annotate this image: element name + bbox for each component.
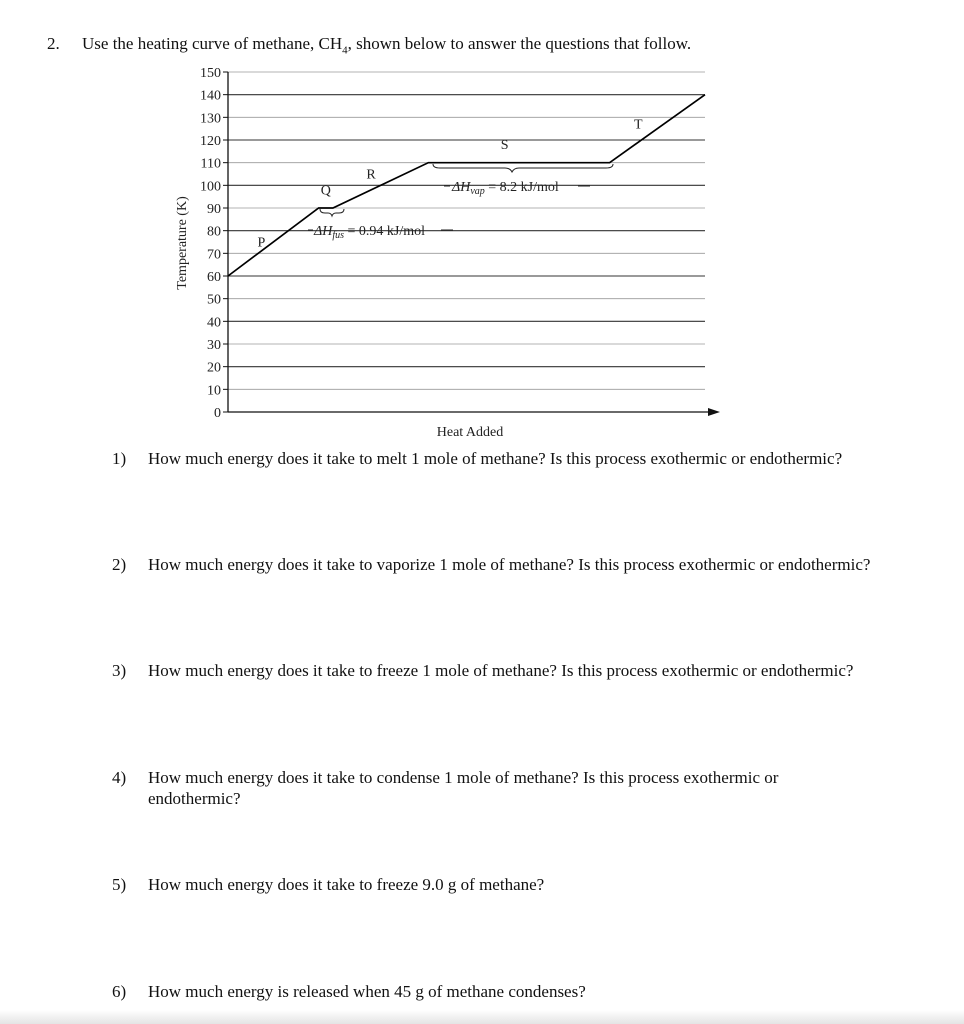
sub-question-text: How much energy does it take to melt 1 mole of methane? Is this process exothermic or endothermic?	[148, 449, 843, 468]
sub-question-text: How much energy does it take to freeze 1 mole of methane? Is this process exothermic or endothermic?	[148, 661, 854, 680]
stem-subscript: 4	[342, 44, 348, 57]
y-axis-ticks	[200, 66, 228, 421]
vaporization-subscript: vap	[470, 186, 485, 197]
fusion-subscript: fus	[332, 230, 344, 241]
y-tick-label: 0	[214, 406, 221, 421]
fusion-delta-h: ΔH	[314, 224, 333, 239]
fusion-brace	[320, 209, 344, 216]
sub-question-1	[112, 448, 872, 469]
y-tick-label: 100	[200, 179, 221, 195]
vaporization-brace	[433, 164, 613, 172]
y-tick-label: 50	[207, 292, 221, 308]
y-tick-label: 10	[207, 383, 221, 399]
y-tick-label: 140	[200, 88, 221, 104]
y-tick-label: 80	[207, 224, 221, 240]
fusion-value: = 0.94 kJ/mol	[344, 224, 426, 239]
sub-question-text: How much energy does it take to freeze 9.0 g of methane?	[148, 875, 545, 894]
y-tick-label: 150	[200, 66, 221, 81]
sub-question-2	[112, 554, 872, 575]
sub-question-3	[112, 660, 872, 681]
segment-label-t: T	[633, 117, 643, 133]
vaporization-annotation	[433, 164, 613, 197]
y-axis-label: Temperature (K)	[175, 196, 190, 290]
y-tick-label: 40	[207, 315, 221, 331]
y-tick-label: 60	[207, 270, 221, 285]
sub-question-text: How much energy does it take to condense 1 mole of methane? Is this process exothermic or endothermic?	[148, 768, 779, 808]
sub-question-number: 5)	[112, 875, 127, 894]
vaporization-delta-h: ΔH	[452, 180, 471, 195]
sub-question-number: 4)	[112, 768, 127, 787]
sub-question-text: How much energy is released when 45 g of methane condenses?	[148, 982, 586, 1001]
fusion-label	[313, 224, 425, 241]
sub-question-number: 3)	[112, 661, 127, 680]
segment-label-p: P	[257, 235, 266, 251]
heating-curve-chart	[0, 0, 964, 450]
sub-question-text: How much energy does it take to vaporize 1 mole of methane? Is this process exothermic or endothermic?	[148, 555, 871, 574]
y-tick-label: 90	[207, 202, 221, 217]
segment-label-r: R	[366, 167, 376, 183]
y-tick-label: 70	[207, 247, 221, 263]
question-number: 2.	[47, 34, 60, 53]
sub-question-number: 2)	[112, 555, 127, 574]
y-tick-label: 20	[207, 360, 221, 376]
x-axis-label: Heat Added	[436, 425, 504, 440]
y-tick-label: 110	[200, 156, 221, 172]
sub-question-number: 6)	[112, 982, 127, 1001]
segment-label-s: S	[500, 138, 509, 154]
segment-label-q: Q	[320, 183, 331, 199]
sub-question-number: 1)	[112, 449, 127, 468]
x-axis-arrowhead	[708, 408, 720, 416]
y-tick-label: 30	[207, 338, 221, 353]
y-tick-label: 120	[200, 134, 221, 149]
y-tick-label: 130	[200, 111, 221, 127]
page-bottom-shadow	[0, 1010, 964, 1024]
sub-question-4	[112, 767, 872, 809]
vaporization-value: = 8.2 kJ/mol	[484, 180, 559, 195]
stem-suffix: , shown below to answer the questions that follow.	[347, 34, 692, 53]
stem-prefix: Use the heating curve of methane, CH	[82, 34, 343, 53]
sub-question-6	[112, 981, 872, 1002]
sub-question-5	[112, 874, 872, 895]
vaporization-label	[451, 180, 559, 197]
fusion-annotation	[308, 209, 453, 241]
